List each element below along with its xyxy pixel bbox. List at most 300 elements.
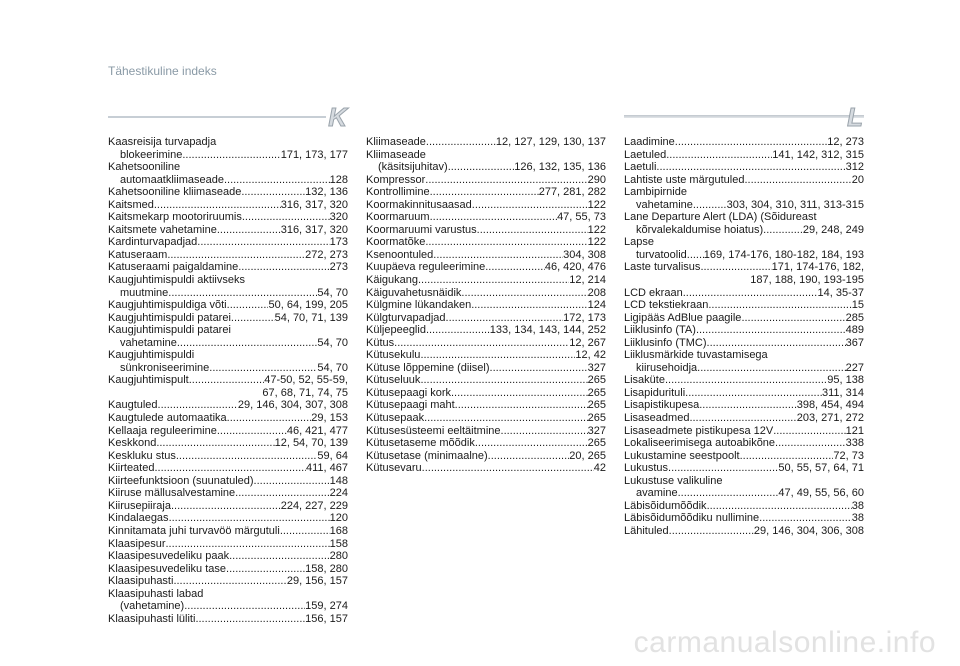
entry-pages: 171, 173, 177	[280, 148, 348, 161]
index-entry	[108, 186, 348, 199]
dot-leader	[426, 136, 496, 149]
dot-leader	[254, 475, 330, 488]
dot-leader	[689, 412, 796, 425]
entry-term: kiirusehoidja	[636, 361, 698, 374]
entry-pages: 47, 49, 55, 56, 60	[778, 487, 864, 500]
entry-line	[108, 538, 348, 551]
entry-line	[624, 450, 864, 463]
entry-term: Kütusekulu	[366, 349, 421, 362]
dot-leader	[471, 299, 587, 312]
index-entry	[108, 399, 348, 412]
dot-leader	[158, 399, 238, 412]
index-entry	[366, 249, 606, 262]
entry-term: Kiirteefunktsioon (suunatuled)	[108, 474, 254, 487]
index-entry	[366, 312, 606, 325]
entry-term: Läbisõidumõõdik	[624, 499, 707, 512]
dot-leader	[241, 186, 305, 199]
entry-term: Kiirusepiiraja	[108, 499, 171, 512]
entry-term: Külgturvapadjad	[366, 311, 446, 324]
entry-pages: 156, 157	[305, 612, 348, 625]
entry-pages: 54, 70	[317, 286, 348, 299]
entry-term: Keskluku stus	[108, 449, 176, 462]
entry-line	[366, 299, 606, 312]
dot-leader	[685, 387, 822, 400]
index-entry	[108, 224, 348, 237]
entry-pages: 54, 70	[317, 336, 348, 349]
entry-term: Katuseraam	[108, 248, 168, 261]
entry-line	[366, 224, 606, 237]
dot-leader	[229, 550, 330, 563]
entry-line	[624, 437, 864, 450]
dot-leader	[420, 349, 575, 362]
entry-pages: 367	[845, 336, 864, 349]
entry-line	[108, 500, 348, 513]
entry-term: Lukustus	[624, 462, 669, 475]
entry-term: Kontrollimine	[366, 186, 430, 199]
entry-line	[108, 600, 348, 613]
entry-pages: 124	[587, 299, 606, 312]
entry-line	[108, 249, 348, 262]
entry-pages: 132, 136	[305, 186, 348, 199]
entry-term: automaatkliimaseade	[120, 173, 224, 186]
entry-pages: 320	[329, 211, 348, 224]
entry-pages: 272, 273	[305, 248, 348, 261]
dot-leader	[167, 249, 305, 262]
dot-leader	[451, 387, 588, 400]
entry-pages: 398, 454, 494	[796, 399, 864, 412]
entry-line	[624, 299, 864, 312]
index-entry	[108, 437, 348, 450]
entry-term: Kaugtuled	[108, 399, 158, 412]
entry-line	[366, 337, 606, 350]
entry-line	[366, 136, 606, 149]
dot-leader	[708, 299, 851, 312]
index-entry	[108, 236, 348, 249]
entry-term: Ligipääs AdBlue paagile	[624, 311, 742, 324]
entry-term: kõrvalekaldumise hoiatus)	[636, 223, 764, 236]
entry-pages: 285	[845, 311, 864, 324]
entry-pages: 277, 281, 282	[538, 186, 606, 199]
entry-pages: 12, 273	[827, 136, 864, 148]
dot-leader	[697, 362, 845, 375]
entry-term: Kaugjuhtimispuldi patarei	[108, 324, 231, 337]
entry-term: Lambipirnide	[624, 186, 687, 199]
dot-leader	[242, 211, 330, 224]
entry-line	[108, 575, 348, 588]
entry-pages: 38	[851, 499, 864, 512]
entry-pages: 47, 55, 73	[557, 211, 606, 224]
entry-line	[624, 312, 864, 325]
entry-term: Laetuli	[624, 161, 657, 174]
dot-leader	[217, 425, 287, 438]
index-entry	[108, 462, 348, 475]
entry-line	[366, 362, 606, 375]
entry-line	[366, 199, 606, 212]
entry-pages: 265	[587, 374, 606, 387]
index-entry	[366, 362, 606, 375]
entry-term: Läbisõidumõõdiku nullimine	[624, 512, 760, 525]
entry-pages: 141, 142, 312, 315	[772, 148, 864, 161]
dot-leader	[394, 337, 569, 350]
entry-line	[366, 236, 606, 249]
entry-pages: 158	[329, 537, 348, 550]
entry-term: Käiguvahetusnäidik	[366, 286, 462, 299]
entry-term: LCD ekraan	[624, 286, 683, 299]
entry-pages: 303, 304, 310, 311, 313-315	[726, 198, 864, 211]
dot-leader	[430, 211, 557, 224]
index-entry	[366, 425, 606, 438]
dot-leader	[461, 287, 587, 300]
entry-line	[366, 312, 606, 325]
entry-term: Kaugjuhtimispuldi patarei	[108, 311, 231, 324]
entry-term: Külgmine lükandaken	[366, 299, 472, 312]
entry-line	[108, 299, 348, 312]
entry-pages: 50, 64, 199, 205	[268, 299, 348, 312]
index-entry	[108, 261, 348, 274]
entry-pages: 224, 227, 229	[280, 499, 348, 512]
dot-leader	[683, 287, 818, 300]
index-entry	[366, 349, 606, 362]
dot-leader	[238, 261, 329, 274]
entry-pages: 311, 314	[821, 386, 864, 399]
entry-line	[366, 287, 606, 300]
index-column-1	[108, 136, 348, 625]
dot-leader	[666, 149, 772, 162]
index-entry	[624, 186, 864, 211]
dot-leader	[195, 613, 305, 626]
entry-term: Lokaliseerimisega autoabikõne	[624, 437, 776, 450]
entry-line	[108, 362, 348, 375]
entry-term: Lahtiste uste märgutuled	[624, 173, 745, 186]
section-divider-k	[108, 102, 348, 132]
entry-pages: 172, 173	[563, 311, 606, 324]
entry-term: Klaasipesur	[108, 537, 166, 550]
entry-line	[108, 337, 348, 350]
index-entry	[108, 500, 348, 513]
entry-line	[108, 450, 348, 463]
dot-leader	[156, 437, 274, 450]
index-entry	[624, 299, 864, 312]
index-entry	[624, 211, 864, 236]
dot-leader	[154, 199, 281, 212]
index-entry	[624, 236, 864, 261]
dot-leader	[422, 462, 594, 475]
entry-pages: 12, 127, 129, 130, 137	[495, 136, 606, 148]
dot-leader	[707, 500, 852, 513]
index-entry	[366, 374, 606, 387]
dot-leader	[154, 462, 306, 475]
entry-pages: 265	[587, 386, 606, 399]
entry-pages-continued: 67, 68, 71, 74, 75	[262, 386, 348, 399]
index-entry	[624, 387, 864, 400]
entry-line	[366, 174, 606, 187]
section-letter-k: K	[328, 102, 348, 132]
dot-leader	[448, 161, 515, 174]
index-entry	[108, 299, 348, 312]
index-entry	[366, 387, 606, 400]
index-entry	[624, 349, 864, 374]
index-entry	[108, 274, 348, 299]
entry-term: Lähituled	[624, 524, 669, 537]
dot-leader	[227, 299, 269, 312]
entry-term: turvatoolid	[636, 248, 687, 261]
entry-line	[108, 399, 348, 412]
entry-line	[624, 412, 864, 425]
dot-leader	[699, 399, 796, 412]
entry-pages: 121	[845, 424, 864, 437]
dot-leader	[763, 224, 803, 237]
entry-pages: 122	[587, 223, 606, 236]
entry-pages: 47-50, 52, 55-59,	[264, 374, 348, 387]
entry-line	[366, 161, 606, 174]
entry-pages: 54, 70	[317, 361, 348, 374]
entry-pages: 265	[587, 437, 606, 450]
index-entry	[624, 425, 864, 438]
dot-leader	[169, 512, 330, 525]
entry-term: Kütusetaseme mõõdik	[366, 437, 475, 450]
entry-term: Kiirteated	[108, 462, 155, 475]
entry-line	[624, 224, 864, 237]
dot-leader	[687, 249, 704, 262]
entry-term: Kütusesüsteemi eeltäitmine	[366, 424, 501, 437]
index-entry	[366, 324, 606, 337]
dot-leader	[433, 249, 563, 262]
index-entry	[366, 236, 606, 249]
entry-line	[366, 387, 606, 400]
entry-term: (vahetamine)	[120, 600, 185, 613]
entry-line	[108, 186, 348, 199]
entry-pages: 224	[329, 487, 348, 500]
entry-term: Lapse	[624, 236, 654, 249]
dot-leader	[455, 399, 588, 412]
entry-term: Laetuled	[624, 148, 667, 161]
entry-term: Kiiruse mällusalvestamine	[108, 487, 236, 500]
index-entry	[108, 249, 348, 262]
entry-term: Kuupäeva reguleerimine	[366, 261, 486, 274]
entry-line	[624, 337, 864, 350]
entry-line	[108, 174, 348, 187]
index-entry	[366, 462, 606, 475]
entry-term: vahetamine	[636, 198, 693, 211]
entry-line	[108, 224, 348, 237]
entry-pages: 14, 35-37	[817, 286, 864, 299]
entry-pages: 227	[845, 361, 864, 374]
dot-leader	[488, 450, 570, 463]
entry-line	[108, 236, 348, 249]
index-entry	[108, 563, 348, 576]
entry-line	[624, 149, 864, 162]
entry-term: blokeerimine	[120, 148, 183, 161]
entry-line	[108, 374, 348, 387]
entry-pages: 133, 134, 143, 144, 252	[489, 324, 606, 337]
index-entry	[624, 337, 864, 350]
dot-leader	[472, 199, 588, 212]
entry-pages: 327	[587, 424, 606, 437]
entry-term: Kütus	[366, 336, 395, 349]
dot-leader	[197, 236, 329, 249]
dot-leader	[224, 174, 330, 187]
dot-leader	[182, 149, 280, 162]
index-entry	[366, 149, 606, 174]
index-entry	[624, 174, 864, 187]
index-entry	[108, 161, 348, 186]
entry-term: Lisapistikupesa	[624, 399, 700, 412]
entry-pages: 20, 265	[569, 449, 606, 462]
index-entry	[108, 425, 348, 438]
entry-term: Keskkond	[108, 437, 157, 450]
entry-line	[108, 312, 348, 325]
entry-line	[624, 161, 864, 174]
entry-line	[366, 249, 606, 262]
dot-leader	[744, 174, 851, 187]
entry-term: Kütusepaagi kork	[366, 386, 451, 399]
dot-leader	[665, 374, 827, 387]
entry-term: avamine	[636, 487, 678, 500]
entry-pages-continued: 187, 188, 190, 193-195	[750, 274, 864, 287]
entry-line	[366, 425, 606, 438]
entry-line	[624, 387, 864, 400]
entry-term: Kahetsooniline	[108, 161, 181, 174]
index-entry	[108, 349, 348, 374]
entry-pages: 38	[851, 512, 864, 525]
entry-line	[366, 186, 606, 199]
entry-term: Koormatõke	[366, 236, 426, 249]
index-entry	[624, 312, 864, 325]
dot-leader	[696, 324, 846, 337]
index-entry	[108, 412, 348, 425]
entry-line	[624, 374, 864, 387]
dot-leader	[280, 525, 330, 538]
entry-term: Kliimaseade	[366, 136, 426, 148]
entry-line	[108, 425, 348, 438]
entry-line	[366, 324, 606, 337]
entry-pages: 122	[587, 198, 606, 211]
entry-line	[366, 450, 606, 463]
index-entry	[366, 186, 606, 199]
entry-line	[108, 487, 348, 500]
dot-leader	[740, 450, 834, 463]
entry-line	[108, 211, 348, 224]
entry-term: Kütusepaak	[366, 412, 425, 425]
dot-leader	[775, 437, 846, 450]
index-entry	[108, 199, 348, 212]
entry-pages: 12, 267	[569, 336, 606, 349]
entry-term: Kaugjuhtimispult	[108, 374, 189, 387]
entry-term: Laste turvalisus	[624, 261, 701, 274]
entry-term: Kellaaja reguleerimine	[108, 424, 217, 437]
dot-leader	[184, 600, 305, 613]
entry-term: Klaasipuhasti	[108, 575, 174, 588]
entry-term: Lane Departure Alert (LDA) (Sõidureast	[624, 211, 817, 224]
index-entry	[108, 613, 348, 626]
entry-pages: 72, 73	[833, 449, 864, 462]
section-letter-l: L	[847, 102, 864, 132]
index-entry	[108, 575, 348, 588]
entry-line	[108, 525, 348, 538]
dot-leader	[707, 337, 846, 350]
entry-term: Kompressor	[366, 173, 426, 186]
entry-pages: 42	[593, 462, 606, 475]
index-entry	[108, 525, 348, 538]
entry-pages: 29, 146, 304, 307, 308	[237, 399, 348, 412]
entry-pages: 158, 280	[305, 562, 348, 575]
entry-line	[108, 149, 348, 162]
dot-leader	[420, 374, 587, 387]
index-column-3	[624, 136, 864, 538]
dot-leader	[165, 538, 329, 551]
entry-term: (käsitsijuhitav)	[378, 161, 448, 174]
entry-term: Kaasreisija turvapadja	[108, 136, 217, 148]
entry-line	[624, 199, 864, 212]
index-entry	[108, 136, 348, 161]
entry-pages: 46, 420, 476	[544, 261, 606, 274]
dot-leader	[189, 374, 264, 387]
entry-term: Koormaruumi varustus	[366, 223, 477, 236]
index-entry	[624, 161, 864, 174]
dot-leader	[668, 462, 778, 475]
entry-line	[108, 613, 348, 626]
dot-leader	[656, 161, 845, 174]
entry-line	[366, 399, 606, 412]
entry-term: Laadimine	[624, 136, 675, 148]
index-entry	[108, 487, 348, 500]
dot-leader	[485, 261, 545, 274]
index-entry	[366, 299, 606, 312]
dot-leader	[426, 324, 490, 337]
entry-pages: 327	[587, 361, 606, 374]
index-entry	[624, 437, 864, 450]
entry-line	[624, 462, 864, 475]
dot-leader	[173, 575, 286, 588]
entry-term: vahetamine	[120, 336, 177, 349]
dot-leader	[217, 224, 281, 237]
entry-term: Kaugjuhtimispuldiga võti	[108, 299, 227, 312]
entry-term: Lisaküte	[624, 374, 665, 387]
index-entry	[624, 399, 864, 412]
entry-line	[624, 425, 864, 438]
index-entry	[624, 475, 864, 500]
index-entry	[108, 538, 348, 551]
dot-leader	[425, 174, 587, 187]
entry-line	[108, 199, 348, 212]
entry-line	[366, 274, 606, 287]
entry-line	[366, 349, 606, 362]
dot-leader	[700, 261, 771, 274]
entry-term: Kindalaegas	[108, 512, 169, 525]
dot-leader	[424, 412, 588, 425]
entry-line	[108, 475, 348, 488]
index-entry	[108, 475, 348, 488]
entry-pages: 290	[587, 173, 606, 186]
index-entry	[108, 324, 348, 349]
entry-pages: 273	[329, 261, 348, 274]
index-entry	[624, 462, 864, 475]
entry-pages: 169, 174-176, 180-182, 184, 193	[703, 248, 864, 261]
index-entry	[108, 588, 348, 613]
dot-leader	[490, 362, 588, 375]
entry-line	[366, 462, 606, 475]
entry-term: Lisaseadmete pistikupesa 12V	[624, 424, 774, 437]
dot-leader	[675, 136, 828, 149]
dot-leader	[235, 487, 329, 500]
entry-pages: 203, 271, 272	[796, 412, 864, 425]
dot-leader	[759, 512, 852, 525]
dot-leader	[231, 312, 275, 325]
entry-pages: 128	[329, 173, 348, 186]
entry-pages: 173	[329, 236, 348, 249]
entry-pages: 59, 64	[317, 449, 348, 462]
index-entry	[366, 274, 606, 287]
